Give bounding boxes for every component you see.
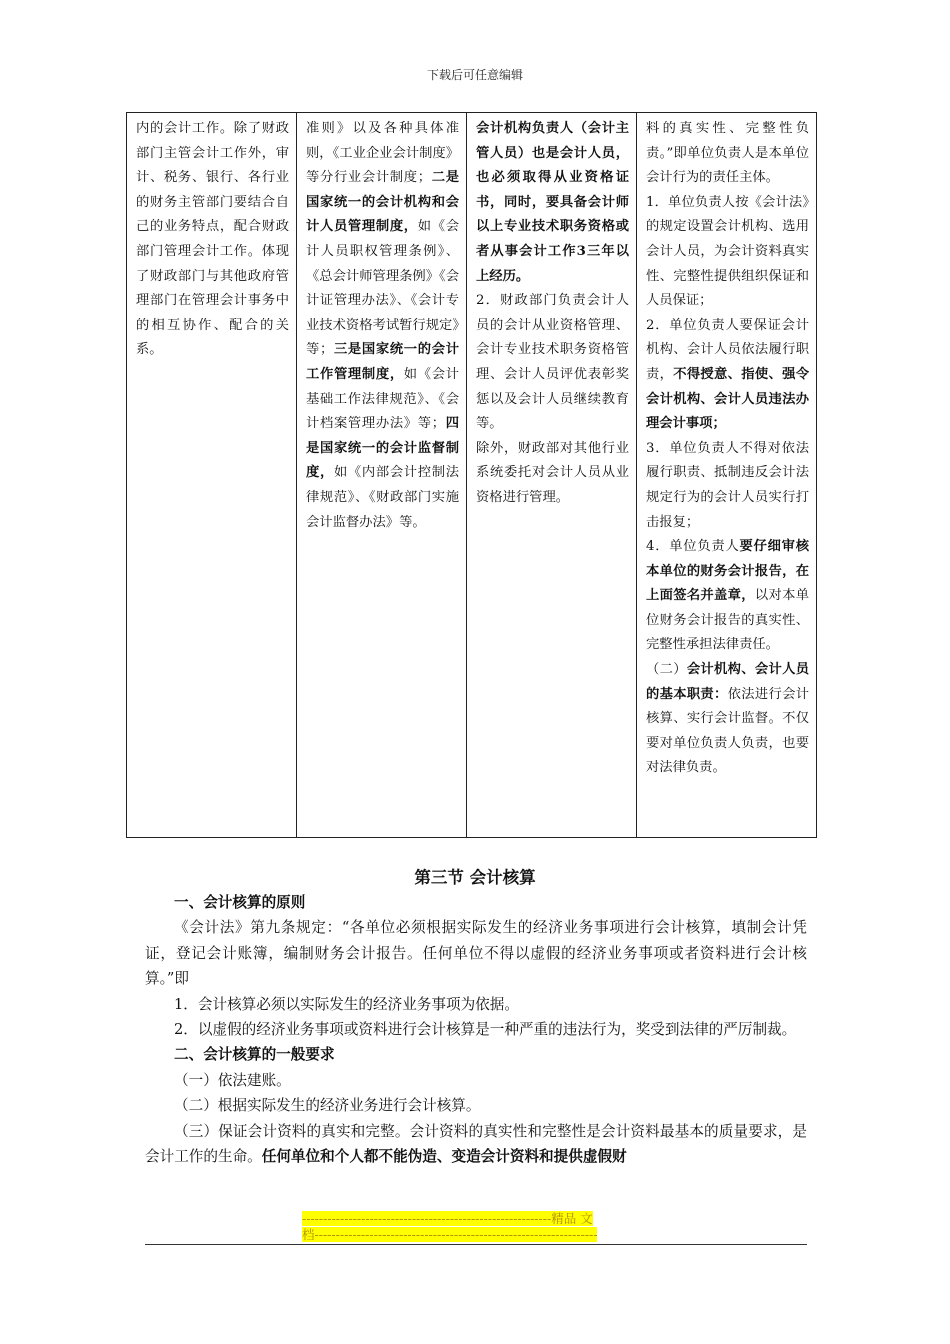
content-table xyxy=(126,112,817,838)
requirement-3-bold: 任何单位和个人都不能伪造、变造会计资料和提供虚假财 xyxy=(261,1148,627,1166)
footer-watermark xyxy=(302,1211,652,1243)
col3-bold-1: 会计机构负责人（会计主管人员）也是会计人员，也必须取得从业资格证书，同时，要具备会计师以上专业技术职务资格或者从事会计工作3三年以上经历。 xyxy=(476,121,629,284)
col2-text-3: 如《会计基础工作法律规范》、《会计档案管理办法》等； xyxy=(306,366,460,432)
requirement-1: （一）依法建账。 xyxy=(174,1071,291,1089)
col2-text-2: 如《会计人员职权管理条例》、《总会计师管理条例》《会计证管理办法》、《会计专业技术资格考试暂行规定》等； xyxy=(306,219,460,358)
col1-text: 内的会计工作。除了财政部门主管会计工作外，审计、税务、银行、各行业的财务主管部门要结合自己的业务特点，配合财政部门管理会计工作。体现了财政部门与其他政府管理部门在管理会计事务中的相互协作、配合的关系。 xyxy=(136,121,289,358)
col4-paragraph-2: 1．单位负责人按《会计法》的规定设置会计机构、选用会计人员，为会计资料真实性、完整性提供组织保证和人员保证； xyxy=(646,194,809,309)
col2-text-4: 如《内部会计控制法律规范》、《财政部门实施会计监督办法》等。 xyxy=(306,465,460,530)
table-cell-col1 xyxy=(127,113,297,838)
col4-p5-end: 以对本单位财务会计报告的真实性、完整性承担法律责任。 xyxy=(646,588,809,653)
section-body xyxy=(145,890,807,1169)
col4-p6-text: （二） xyxy=(646,662,687,678)
col4-paragraph-5 xyxy=(646,535,809,658)
col2-bold-3: 四是国家统一的会计监督制度， xyxy=(306,416,460,481)
header-note: 下载后可任意编辑 xyxy=(426,68,523,82)
table-cell-col3 xyxy=(467,113,637,838)
table-cell-col4 xyxy=(637,113,817,838)
col3-paragraph-3: 除外，财政部对其他行业系统委托对会计人员从业资格进行管理。 xyxy=(476,440,629,505)
col2-paragraph xyxy=(306,117,459,535)
list-item-1: 1．会计核算必须以实际发生的经济业务事项为依据。 xyxy=(174,995,519,1013)
requirement-2: （二）根据实际发生的经济业务进行会计核算。 xyxy=(174,1097,481,1115)
col4-paragraph-6 xyxy=(646,658,809,781)
col4-paragraph-3 xyxy=(646,314,809,437)
col3-paragraph-2: 2．财政部门负责会计人员的会计从业资格管理、会计专业技术职务资格管理、会计人员评优表彰奖惩以及会计人员继续教育等。 xyxy=(476,293,629,432)
col4-p3-bold: 不得授意、指使、强令会计机构、会计人员违法办理会计事项； xyxy=(646,366,809,432)
requirement-3 xyxy=(145,1119,807,1170)
table-cell-col2 xyxy=(297,113,467,838)
col4-p3-text: 2．单位负责人要保证会计机构、会计人员依法履行职责， xyxy=(646,317,809,382)
list-item-2: 2．以虚假的经济业务事项或资料进行会计核算是一种严重的违法行为，奖受到法律的严厉制裁。 xyxy=(174,1021,797,1039)
footer-line-1: -----------------------------------------------------------精品 文 xyxy=(302,1211,593,1226)
col2-bold-2: 三是国家统一的会计工作管理制度， xyxy=(306,342,460,382)
section-title: 第三节 会计核算 xyxy=(414,868,536,887)
col2-text-1: 准则》以及各种具体准则，《工业企业会计制度》等分行业会计制度； xyxy=(306,121,459,186)
col4-paragraph-1: 料的真实性、完整性负责。”即单位负责人是本单位会计行为的责任主体。 xyxy=(646,121,809,186)
col4-paragraph-4: 3．单位负责人不得对依法履行职责、抵制违反会计法规定行为的会计人员实行打击报复； xyxy=(646,440,809,530)
col4-p5-bold: 要仔细审核本单位的财务会计报告，在上面签名并盖章， xyxy=(646,539,810,604)
heading-principles: 一、会计核算的原则 xyxy=(174,894,306,911)
table-row xyxy=(127,113,817,838)
col4-p6-end: 依法进行会计核算、实行会计监督。不仅要对单位负责人负责，也要对法律负责。 xyxy=(646,686,809,776)
col3-bold-paragraph xyxy=(476,117,629,289)
footer-line-2: 档------------------------------------------------------------------- xyxy=(302,1227,598,1242)
footer-divider xyxy=(145,1244,807,1245)
paragraph-law-quote: 《会计法》第九条规定：“各单位必须根据实际发生的经济业务事项进行会计核算，填制会计凭证，登记会计账簿，编制财务会计报告。任何单位不得以虚假的经济业务事项或者资料进行会计核算。”即 xyxy=(145,919,807,988)
heading-requirements: 二、会计核算的一般要求 xyxy=(174,1046,335,1064)
col4-p6-bold: 会计机构、会计人员的基本职责： xyxy=(646,662,809,702)
requirement-3-text: （三）保证会计资料的真实和完整。会计资料的真实性和完整性是会计资料最基本的质量要求，是会计工作的生命。 xyxy=(145,1122,807,1166)
col2-bold-1: 二是国家统一的会计机构和会计人员管理制度， xyxy=(306,170,460,235)
col4-p5-text: 4．单位负责人 xyxy=(646,539,740,555)
